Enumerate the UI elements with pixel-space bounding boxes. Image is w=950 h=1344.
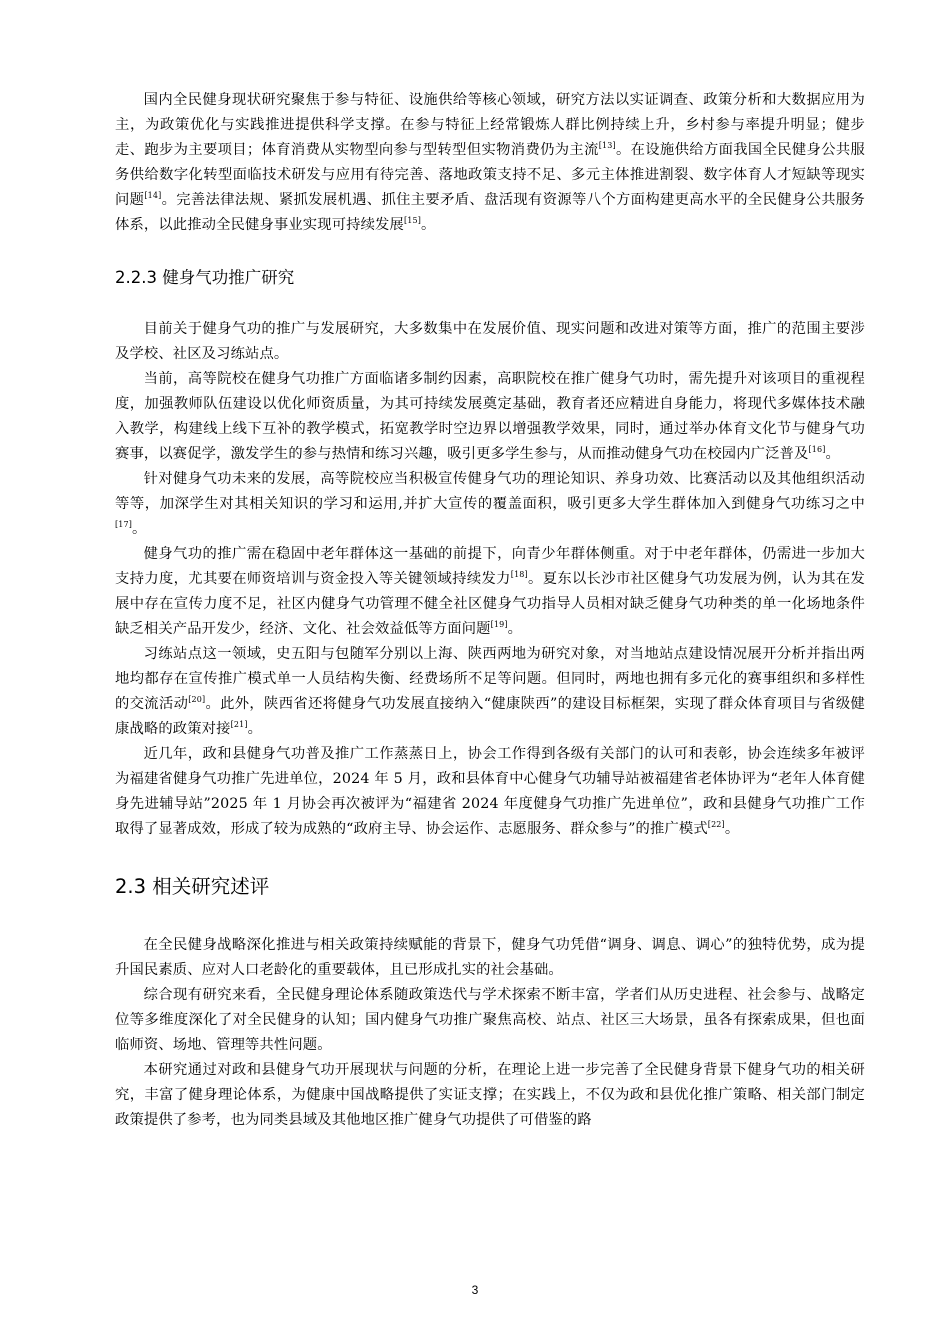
section-heading-2-2-3: 2.2.3 健身气功推广研究: [115, 268, 295, 287]
citation-19: [19]: [490, 620, 508, 630]
citation-22: [22]: [707, 820, 725, 830]
paragraph-text: 当前，高等院校在健身气功推广方面临诸多制约因素，高职院校在推广健身气功时，需先提升对该项目的重视程度，加强教师队伍建设以优化师资质量，为其可持续发展奠定基础，教育者还应精进自身能力，将现代多媒体技术融入教学，构建线上线下互补的教学模式，拓宽教学时空边界以增强教学效果，同时，通过举办体育文化节与健身气功赛事，以赛促学，激发学生的参与热情和练习兴趣，吸引更多学生参与，从而推动健身气功在校园内广泛普及: [115, 371, 865, 462]
page-number: 3: [471, 1283, 479, 1297]
paragraph-text: 健身气功的推广需在稳固中老年群体这一基础的前提下，向青少年群体侧重。对于中老年群体，仍需进一步加大支持力度，尤其要在师资培训与资金投入等关键领域持续发力: [115, 546, 865, 587]
paragraph-text: 近几年，政和县健身气功普及推广工作蒸蒸日上，协会工作得到各级有关部门的认可和表彰，协会连续多年被评为福建省健身气功推广先进单位，2024 年 5 月，政和县体育中心健身气功辅导站被福建省老体协评为“老年人体育健身先进辅导站”2025 年 1 月协会再次被评为“福建省 2024 年度健身气功推广先进单位”，政和县健身气功推广工作取得了显著成效，形成了较为成熟的“政府主导、协会运作、志愿服务、群众参与”的推广模式: [115, 746, 865, 837]
paragraph-community-promotion: [115, 542, 865, 642]
citation-18: [18]: [510, 570, 528, 580]
paragraph-text: 针对健身气功未来的发展，高等院校应当积极宣传健身气功的理论知识、养身功效、比赛活动以及其他组织活动等等，加深学生对其相关知识的学习和运用,并扩大宣传的覆盖面积，吸引更多大学生群体加入到健身气功练习之中: [115, 471, 865, 512]
citation-13: [13]: [598, 141, 616, 151]
section-heading-2-3: 2.3 相关研究述评: [115, 875, 270, 898]
paragraph-text: 。: [507, 621, 523, 637]
page-body: [115, 88, 865, 1133]
paragraph-promotion-overview: 目前关于健身气功的推广与发展研究，大多数集中在发展价值、现实问题和改进对策等方面，推广的范围主要涉及学校、社区及习练站点。: [115, 321, 865, 362]
paragraph-text: 。: [825, 446, 840, 462]
paragraph-text: 。: [132, 521, 147, 537]
paragraph-text: 。: [724, 821, 740, 837]
paragraph-text: 国内全民健身现状研究聚焦于参与特征、设施供给等核心领域，研究方法以实证调查、政策分析和大数据应用为主，为政策优化与实践推进提供科学支撑。在参与特征上经常锻炼人群比例持续上升，乡村参与率提升明显；健步走、跑步为主要项目；体育消费从实物型向参与型转型但实物消费仍为主流: [115, 92, 865, 158]
paragraph-review-summary: 综合现有研究来看，全民健身理论体系随政策迭代与学术探索不断丰富，学者们从历史进程、社会参与、战略定位等多维度深化了对全民健身的认知；国内健身气功推广聚焦高校、站点、社区三大场景，虽各有探索成果，但也面临师资、场地、管理等共性问题。: [115, 987, 865, 1053]
citation-14: [14]: [144, 191, 162, 201]
citation-21: [21]: [230, 720, 248, 730]
paragraph-text: 。完善法律法规、紧抓发展机遇、抓住主要矛盾、盘活现有资源等八个方面构建更高水平的全民健身公共服务体系，以此推动全民健身事业实现可持续发展: [115, 192, 865, 233]
paragraph-zhenghe-county: [115, 742, 865, 842]
paragraph-text: 习练站点这一领域，史五阳与包随军分别以上海、陕西两地为研究对象，对当地站点建设情况展开分析并指出两地均都存在宣传推广模式单一人员结构失衡、经费场所不足等问题。但同时，两地也拥有多元化的赛事组织和多样性的交流活动: [115, 646, 865, 712]
paragraph-text: 。夏东以长沙市社区健身气功发展为例，认为其在发展中存在宣传力度不足，社区内健身气功管理不健全社区健身气功指导人员相对缺乏健身气功种类的单一化场地条件缺乏相关产品开发少，经济、文化、社会效益低等方面问题: [115, 571, 865, 637]
paragraph-text: 。: [420, 217, 436, 233]
paragraph-text: 。: [247, 721, 263, 737]
citation-15: [15]: [403, 216, 421, 226]
paragraph-text: 。在设施供给方面我国全民健身公共服务供给数字化转型面临技术研发与应用有待完善、落地政策支持不足、多元主体推进割裂、数字体育人才短缺等现实问题: [115, 142, 865, 208]
paragraph-review-background: 在全民健身战略深化推进与相关政策持续赋能的背景下，健身气功凭借“调身、调息、调心”的独特优势，成为提升国民素质、应对人口老龄化的重要载体，且已形成扎实的社会基础。: [115, 937, 865, 978]
paragraph-college-future: [115, 467, 865, 542]
paragraph-text: 。此外，陕西省还将健身气功发展直接纳入“健康陕西”的建设目标框架，实现了群众体育项目与省级健康战略的政策对接: [115, 696, 866, 737]
citation-17: [17]: [115, 520, 133, 530]
paragraph-national-fitness-status: [115, 88, 865, 238]
paragraph-review-significance: 本研究通过对政和县健身气功开展现状与问题的分析，在理论上进一步完善了全民健身背景下健身气功的相关研究，丰富了健身理论体系，为健康中国战略提供了实证支撑；在实践上，不仅为政和县优化推广策略、相关部门制定政策提供了参考，也为同类县域及其他地区推广健身气功提供了可借鉴的路: [115, 1062, 865, 1128]
citation-20: [20]: [188, 695, 206, 705]
paragraph-practice-sites: [115, 642, 865, 742]
paragraph-college-promotion: [115, 367, 865, 467]
citation-16: [16]: [808, 445, 826, 455]
